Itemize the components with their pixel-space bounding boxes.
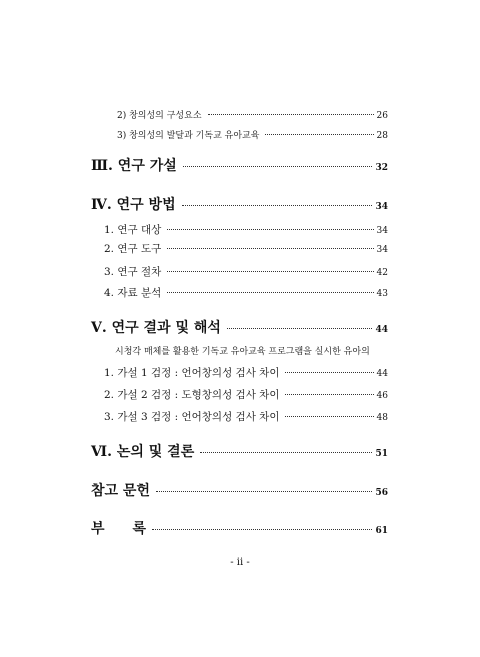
page-number-footer: - ii - — [230, 557, 250, 568]
leader-dots — [167, 291, 373, 293]
toc-page-number: 44 — [376, 369, 388, 379]
toc-entry-creativity-development[interactable] — [117, 128, 388, 141]
leader-dots — [200, 451, 372, 453]
leader-dots — [208, 113, 374, 115]
leader-dots — [285, 415, 373, 417]
toc-label: 부 록 — [91, 521, 147, 537]
toc-entry-analysis[interactable] — [104, 285, 388, 300]
toc-label: Ⅵ. 논의 및 결론 — [91, 444, 195, 460]
toc-references[interactable] — [91, 480, 388, 500]
toc-page-number: 46 — [376, 391, 388, 401]
toc-page-number: 56 — [375, 488, 388, 498]
section-note: 시청각 매체를 활용한 기독교 유아교육 프로그램을 실시한 유아의 — [115, 347, 370, 357]
leader-dots — [156, 490, 372, 492]
leader-dots — [265, 133, 373, 135]
toc-page-number: 61 — [375, 526, 388, 536]
toc-label: 3) 창의성의 발달과 기독교 유아교육 — [117, 131, 260, 141]
toc-label: 4. 자료 분석 — [104, 287, 162, 299]
toc-label: Ⅴ. 연구 결과 및 해석 — [91, 320, 221, 336]
toc-page-number: 32 — [375, 163, 388, 173]
leader-dots — [167, 247, 373, 249]
toc-entry-instruments[interactable] — [104, 241, 388, 256]
toc-page-number: 28 — [376, 131, 388, 141]
toc-label: 2. 가설 2 검정 : 도형창의성 검사 차이 — [104, 389, 280, 401]
toc-label: 2) 창의성의 구성요소 — [117, 111, 202, 121]
leader-dots — [285, 393, 373, 395]
toc-appendix[interactable] — [91, 518, 388, 538]
toc-page-number: 48 — [376, 413, 388, 423]
toc-label: 1. 연구 대상 — [104, 224, 162, 236]
toc-page-number: 26 — [376, 111, 388, 121]
toc-page-number: 51 — [375, 449, 388, 459]
toc-page-number: 34 — [376, 245, 388, 255]
toc-entry-subjects[interactable] — [104, 222, 388, 237]
toc-label: 3. 가설 3 검정 : 언어창의성 검사 차이 — [104, 411, 280, 423]
toc-page-number: 34 — [376, 226, 388, 236]
toc-chapter-6[interactable] — [91, 441, 388, 461]
toc-label: 참고 문헌 — [91, 483, 150, 499]
toc-label: 3. 연구 절차 — [104, 266, 162, 278]
leader-dots — [167, 270, 373, 272]
toc-page-number: 42 — [376, 268, 388, 278]
leader-dots — [152, 528, 372, 530]
leader-dots — [182, 204, 373, 206]
toc-chapter-5[interactable] — [91, 317, 388, 337]
toc-label: 1. 가설 1 검정 : 언어창의성 검사 차이 — [104, 367, 280, 379]
toc-page-number: 44 — [375, 325, 388, 335]
leader-dots — [285, 371, 373, 373]
toc-label: Ⅳ. 연구 방법 — [91, 197, 176, 213]
toc-page-number: 43 — [376, 289, 388, 299]
toc-entry-hypothesis-3[interactable] — [104, 409, 388, 424]
leader-dots — [227, 327, 373, 329]
toc-chapter-4[interactable] — [91, 194, 388, 214]
toc-page-number: 34 — [375, 202, 388, 212]
toc-label: Ⅲ. 연구 가설 — [91, 158, 177, 174]
leader-dots — [167, 228, 373, 230]
toc-entry-creativity-components[interactable] — [117, 108, 388, 121]
leader-dots — [183, 165, 373, 167]
toc-entry-hypothesis-1[interactable] — [104, 365, 388, 380]
toc-entry-procedure[interactable] — [104, 264, 388, 279]
toc-label: 2. 연구 도구 — [104, 243, 162, 255]
toc-entry-hypothesis-2[interactable] — [104, 387, 388, 402]
toc-chapter-3[interactable] — [91, 155, 388, 175]
